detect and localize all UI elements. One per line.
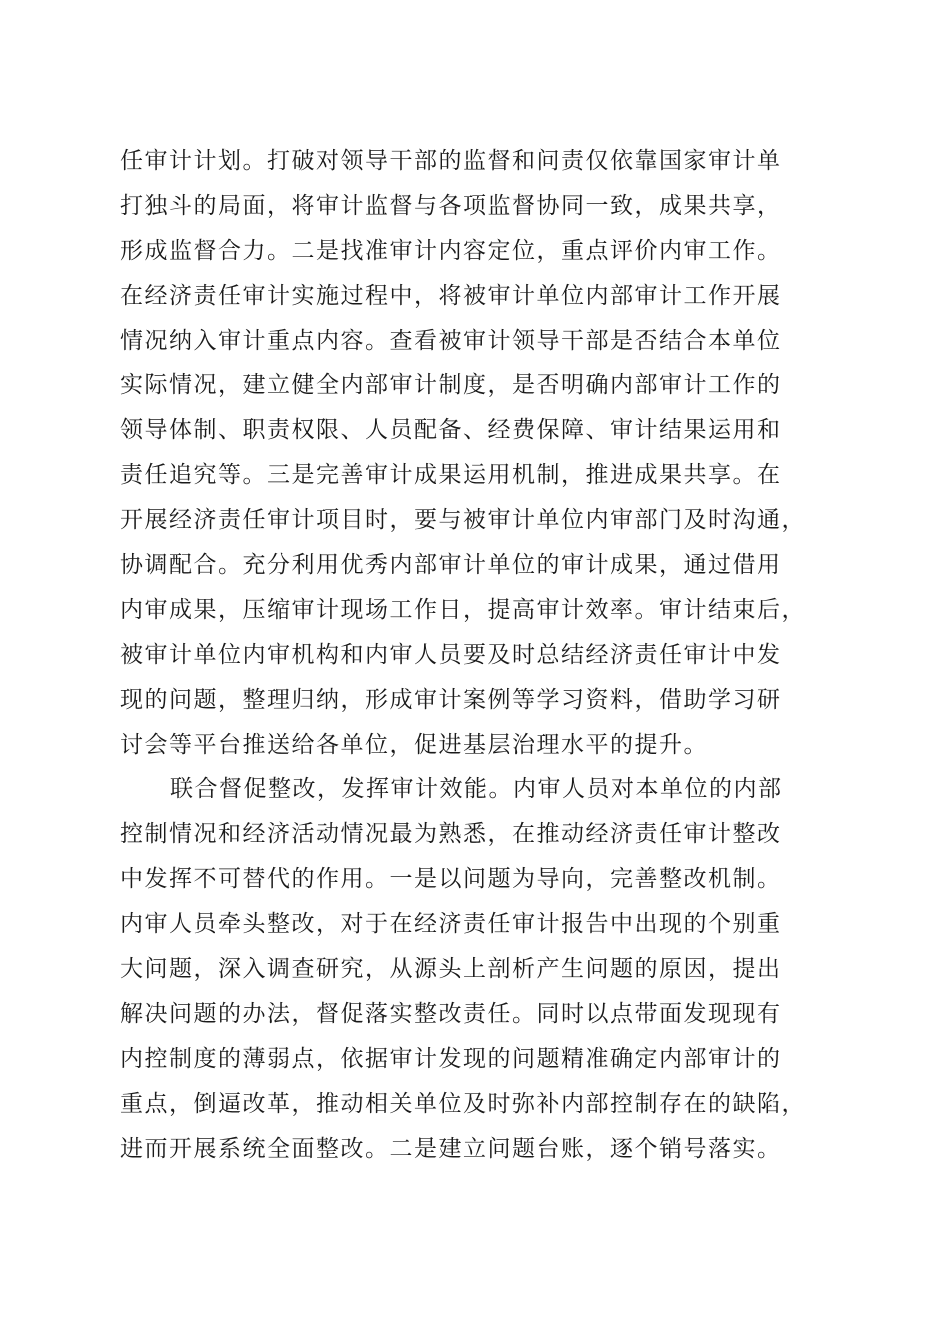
- text-line: 实际情况，建立健全内部审计制度，是否明确内部审计工作的: [120, 372, 782, 399]
- text-line: 在经济责任审计实施过程中，将被审计单位内部审计工作开展: [120, 282, 782, 309]
- text-line: 现的问题，整理归纳，形成审计案例等学习资料，借助学习研: [120, 686, 782, 713]
- text-line: 打独斗的局面，将审计监督与各项监督协同一致，成果共享，: [120, 192, 782, 219]
- text-line: 内审成果，压缩审计现场工作日，提高审计效率。审计结束后，: [120, 596, 806, 623]
- text-line: 情况纳入审计重点内容。查看被审计领导干部是否结合本单位: [120, 327, 782, 354]
- text-line: 解决问题的办法，督促落实整改责任。同时以点带面发现现有: [120, 1000, 782, 1027]
- text-line: 进而开展系统全面整改。二是建立问题台账，逐个销号落实。: [120, 1135, 782, 1162]
- text-line: 协调配合。充分利用优秀内部审计单位的审计成果，通过借用: [120, 552, 782, 579]
- text-line: 控制情况和经济活动情况最为熟悉，在推动经济责任审计整改: [120, 821, 782, 848]
- text-line: 领导体制、职责权限、人员配备、经费保障、审计结果运用和: [120, 417, 782, 444]
- text-line: 讨会等平台推送给各单位，促进基层治理水平的提升。: [120, 731, 708, 758]
- text-line: 任审计计划。打破对领导干部的监督和问责仅依靠国家审计单: [120, 148, 782, 174]
- text-line: 大问题，深入调查研究，从源头上剖析产生问题的原因，提出: [120, 956, 782, 983]
- text-line: 内审人员牵头整改，对于在经济责任审计报告中出现的个别重: [120, 911, 782, 938]
- text-line: 责任追究等。三是完善审计成果运用机制，推进成果共享。在: [120, 462, 782, 489]
- text-line: 重点，倒逼改革，推动相关单位及时弥补内部控制存在的缺陷，: [120, 1090, 806, 1117]
- paragraph-start-line: 联合督促整改，发挥审计效能。内审人员对本单位的内部: [170, 776, 783, 803]
- text-line: 形成监督合力。二是找准审计内容定位，重点评价内审工作。: [120, 237, 782, 264]
- text-line: 被审计单位内审机构和内审人员要及时总结经济责任审计中发: [120, 641, 782, 668]
- body-text: [120, 139, 840, 1171]
- text-line: 开展经济责任审计项目时，要与被审计单位内审部门及时沟通，: [120, 507, 806, 534]
- text-line: 中发挥不可替代的作用。一是以问题为导向，完善整改机制。: [120, 866, 782, 893]
- text-line: 内控制度的薄弱点，依据审计发现的问题精准确定内部审计的: [120, 1045, 782, 1072]
